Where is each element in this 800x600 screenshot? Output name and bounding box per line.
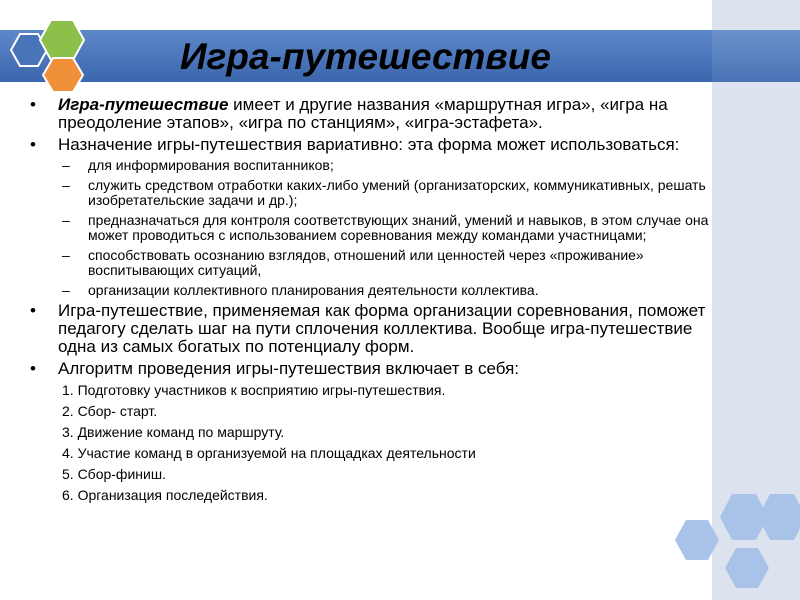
hexagon-green [40,20,84,60]
sub-item [30,158,720,174]
title-band-extension [712,30,800,82]
step-item: 4. Участие команд в организуемой на площадках деятельности [62,445,476,461]
bullet-item-names [30,96,720,132]
bullet-item-purpose [30,136,720,154]
bullet-glyph: • [30,135,36,154]
sub-item [30,283,720,299]
bullet-item-algorithm [30,360,720,378]
bullet-text: Алгоритм проведения игры-путешествия включает в себя: [58,359,520,378]
step-item: 2. Сбор- старт. [62,403,158,419]
sub-item-text: способствовать осознанию взглядов, отношений или ценностей через «проживание» воспитывающих ситуаций, [88,246,644,278]
sub-item-text: организации коллективного планирования деятельности коллектива. [88,281,539,298]
bullet-text: имеет и другие названия «маршрутная игра», «игра на преодоление этапов», «игра по станциям», «игра-эстафета». [58,95,668,132]
sub-item-text: предназначаться для контроля соответствующих знаний, умений и навыков, в этом случае она может проводиться с использованием соревнования между командами участницами; [88,211,709,243]
dash-glyph: – [62,281,70,298]
sub-item [30,178,720,209]
hexagon-decoration-top [0,0,130,100]
hexagon-light [758,494,800,540]
hexagon-orange [43,58,83,92]
step-item: 5. Сбор-финиш. [62,466,166,482]
bullet-glyph: • [30,359,36,378]
dash-glyph: – [62,211,70,228]
sub-item [30,213,720,244]
bullet-item-competition [30,302,720,356]
bullet-glyph: • [30,301,36,320]
step-item: 1. Подготовку участников к восприятию игры-путешествия. [62,382,446,398]
sub-item-text: служить средством отработки каких-либо умений (организаторских, коммуникативных, решать изобретательские задачи и др.); [88,176,706,208]
sub-item [30,248,720,279]
bullet-glyph: • [30,95,36,114]
dash-glyph: – [62,157,70,173]
hexagon-light [725,548,769,588]
dash-glyph: – [62,176,70,193]
bullet-text: Назначение игры-путешествия вариативно: эта форма может использоваться: [58,135,680,154]
slide-content [30,96,720,508]
page-title: Игра-путешествие [180,36,551,77]
hexagon-light [675,520,719,560]
dash-glyph: – [62,246,70,263]
bullet-lead: Игра-путешествие [58,95,229,114]
bullet-text: Игра-путешествие, применяемая как форма организации соревнования, поможет педагогу сделать шаг на пути сплочения коллектива. Вообще игра-путешествие одна из самых богатых по потенциалу форм. [58,301,706,356]
sub-item-text: для информирования воспитанников; [88,157,334,173]
step-item: 6. Организация последействия. [62,487,268,503]
step-item: 3. Движение команд по маршруту. [62,424,285,440]
